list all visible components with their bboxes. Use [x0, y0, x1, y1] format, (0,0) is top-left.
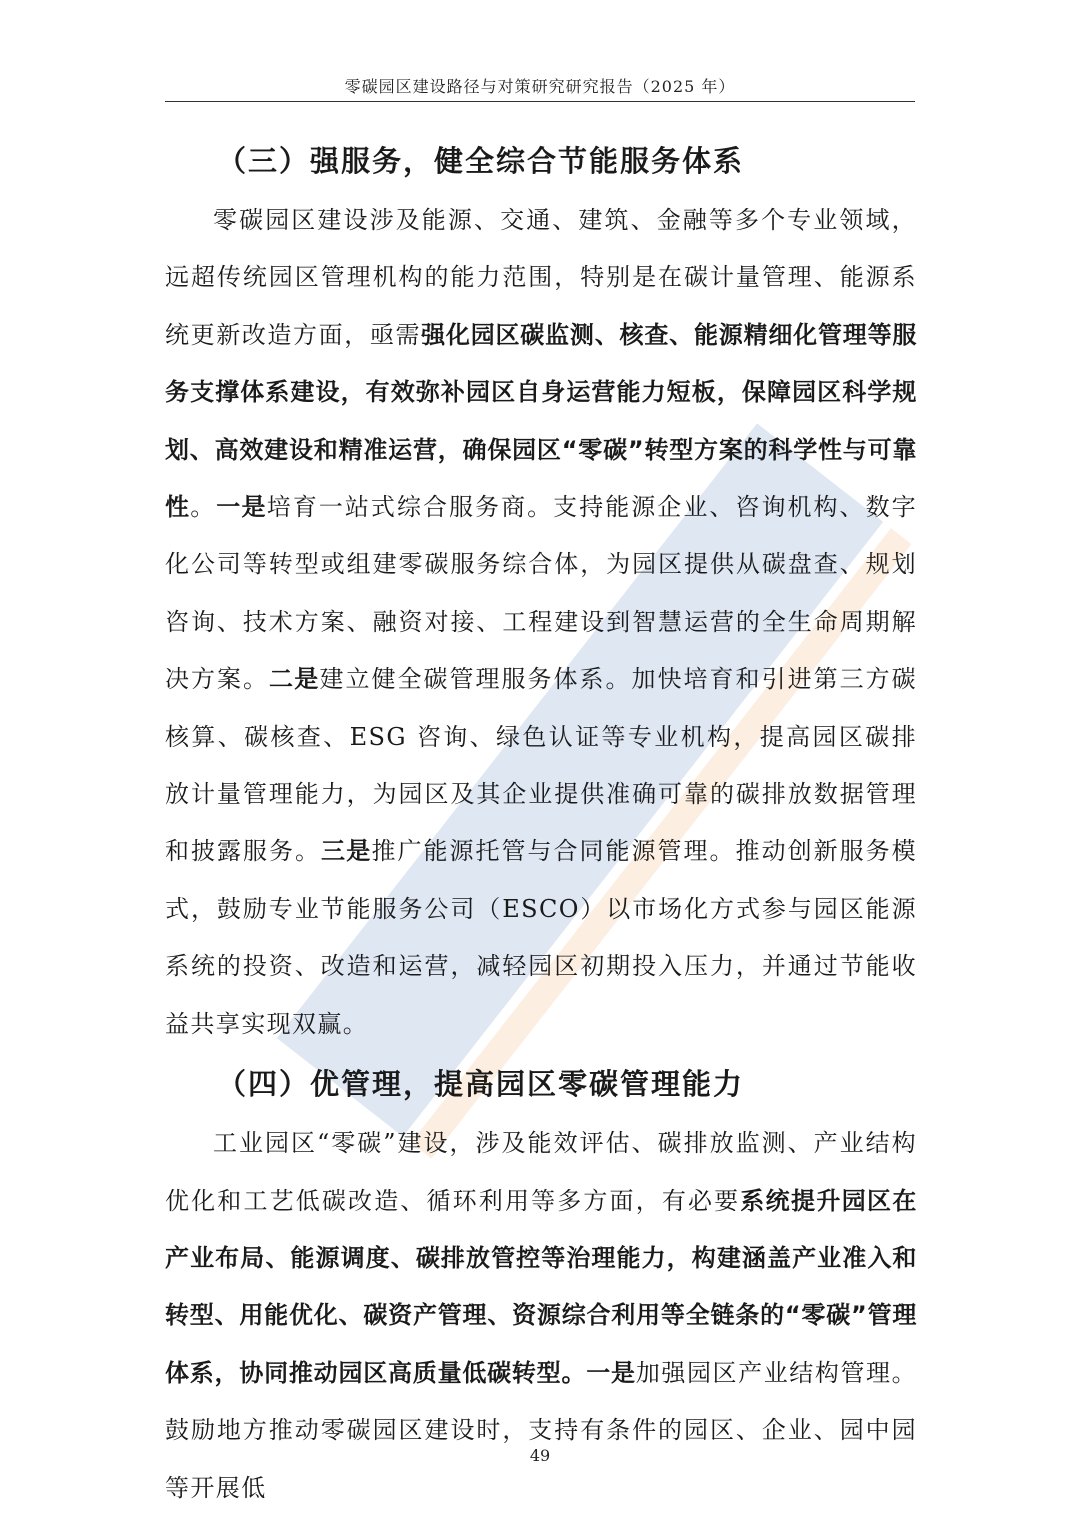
section-heading: （四）优管理，提高园区零碳管理能力 — [217, 1067, 745, 1102]
bold-text-run: 三是 — [321, 837, 372, 866]
text-run: 加强园区产业结构管理。鼓励地方推动零碳园区建设时，支持有条件的园区、企业、园中园等开展低 — [165, 1358, 918, 1502]
bold-text-run: 一是 — [216, 493, 267, 522]
text-run: 。 — [190, 493, 217, 522]
page-number: 49 — [529, 1446, 551, 1465]
bold-text-run: 强化园区碳监测、核查、能源精细化管理等服务支撑体系建设，有效弥补园区自身运营能力短板，保障园区科学规划、高效建设和精准运营，确保园区“零碳”转型方案的科学性与可靠性 — [165, 320, 918, 522]
text-run: 工业园区“零碳”建设，涉及能效评估、碳排放监测、产业结构优化和工艺低碳改造、循环利用等多方面，有必要 — [165, 1129, 917, 1215]
text-run: 零碳园区建设涉及能源、交通、建筑、金融等多个专业领域，远超传统园区管理机构的能力范围，特别是在碳计量管理、能源系统更新改造方面，亟需 — [165, 206, 917, 349]
section-heading: （三）强服务，健全综合节能服务体系 — [217, 144, 745, 178]
bold-text-run: 系统提升园区在产业布局、能源调度、碳排放管控等治理能力，构建涵盖产业准入和转型、用能优化、碳资产管理、资源综合利用等全链条的“零碳”管理体系，协同推动园区高质量低碳转型。一是 — [165, 1186, 917, 1387]
text-run: 培育一站式综合服务商。支持能源企业、咨询机构、数字化公司等转型或组建零碳服务综合体，为园区提供从碳盘查、规划咨询、技术方案、融资对接、工程建设到智慧运营的全生命周期解决方案。 — [165, 493, 918, 694]
bold-text-run: 二是 — [269, 665, 320, 694]
text-run: 建立健全碳管理服务体系。加快培育和引进第三方碳核算、碳核查、ESG 咨询、绿色认证等专业机构，提高园区碳排放计量管理能力，为园区及其企业提供准确可靠的碳排放数据管理和披露服务。 — [165, 665, 917, 866]
document-body — [165, 130, 917, 1517]
header-rule — [165, 101, 915, 102]
text-run: 推广能源托管与合同能源管理。推动创新服务模式，鼓励专业节能服务公司（ESCO）以市场化方式参与园区能源系统的投资、改造和运营，减轻园区初期投入压力，并通过节能收益共享实现双赢。 — [165, 837, 917, 1038]
running-header: 零碳园区建设路径与对策研究研究报告（2025 年） — [344, 77, 736, 96]
paragraph — [165, 192, 917, 1053]
